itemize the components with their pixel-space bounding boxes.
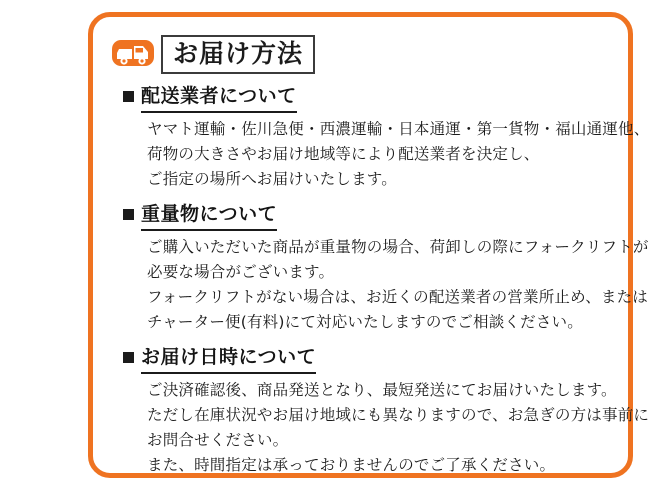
section-delivery-datetime-title: お届け日時について	[141, 345, 316, 374]
section-delivery-datetime	[111, 345, 650, 478]
section-heavy-goods-title: 重量物について	[141, 202, 277, 231]
delivery-truck-icon	[111, 37, 155, 73]
section-delivery-datetime-head	[123, 345, 614, 374]
body-line: 必要な場合がございます。	[147, 262, 335, 281]
body-line: ご決済確認後、商品発送となり、最短発送にてお届けいたします。	[147, 380, 617, 399]
section-heavy-goods-head	[123, 202, 614, 231]
section-carrier-body	[147, 117, 650, 192]
body-line: チャーター便(有料)にて対応いたしますのでご相談ください。	[147, 313, 583, 332]
card-content	[111, 31, 650, 475]
section-heavy-goods-body	[147, 235, 649, 335]
section-carrier-title: 配送業者について	[141, 84, 297, 113]
square-bullet-icon	[123, 209, 134, 220]
body-line: お問合せください。	[147, 431, 289, 450]
section-delivery-datetime-body	[147, 378, 650, 478]
section-heavy-goods	[111, 202, 649, 335]
body-line: また、時間指定は承っておりませんのでご了承ください。	[147, 456, 556, 475]
body-line: ヤマト運輸・佐川急便・西濃運輸・日本通運・第一貨物・福山通運他、	[147, 119, 650, 138]
delivery-info-card	[88, 12, 650, 478]
body-line: ご指定の場所へお届けいたします。	[147, 170, 397, 189]
body-line: ただし在庫状況やお届け地域にも異なりますので、お急ぎの方は事前に	[147, 406, 650, 425]
page-title: お届け方法	[161, 35, 315, 74]
body-line: ご購入いただいた商品が重量物の場合、荷卸しの際にフォークリフトが	[147, 237, 649, 256]
body-line: フォークリフトがない場合は、お近くの配送業者の営業所止め、または	[147, 288, 649, 307]
section-carrier-head	[123, 84, 614, 113]
body-line: 荷物の大きさやお届け地域等により配送業者を決定し、	[147, 145, 540, 163]
section-carrier	[111, 84, 650, 192]
card-title-row	[111, 35, 614, 74]
square-bullet-icon	[123, 91, 134, 102]
square-bullet-icon	[123, 352, 134, 363]
